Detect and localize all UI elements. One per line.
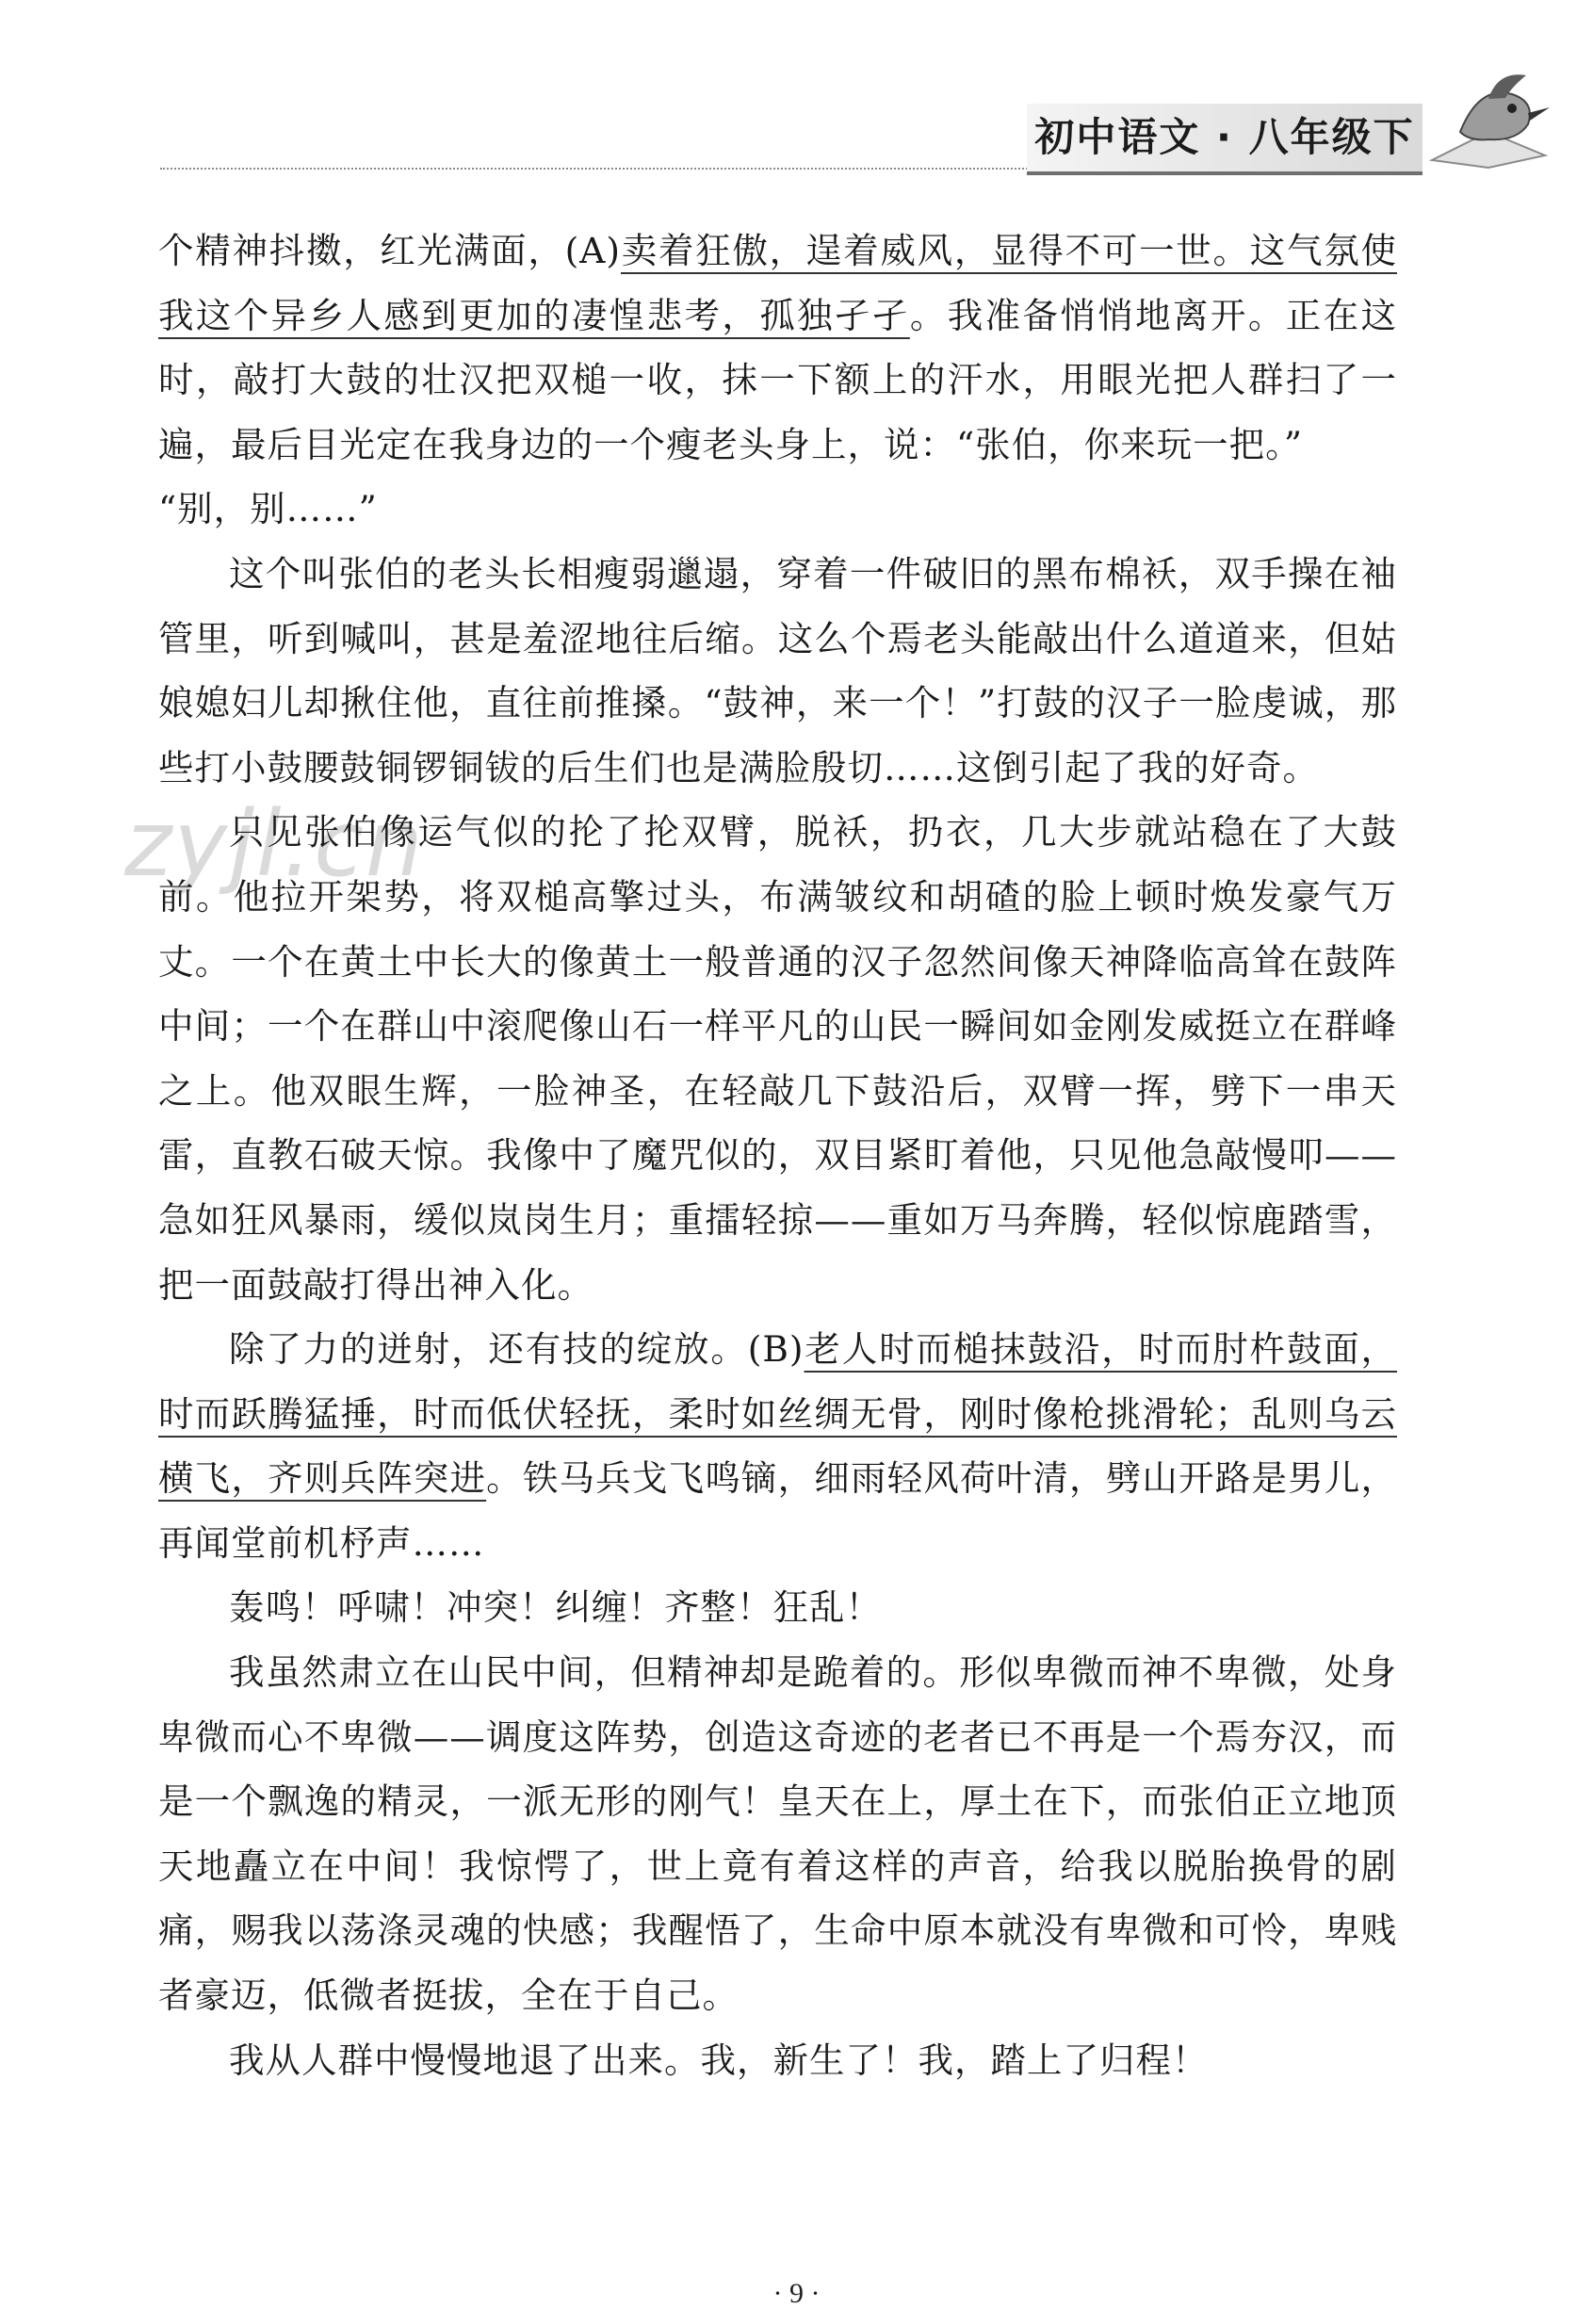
page-number: · 9 · — [772, 2278, 821, 2309]
text-run: 个精神抖擞，红光满面，(A) — [158, 230, 621, 271]
text-run: 轰鸣！呼啸！冲突！纠缠！齐整！狂乱！ — [229, 1586, 882, 1629]
paragraph — [158, 1575, 1397, 1640]
text-run: 。我准备悄悄地离开。正在这时，敲打大鼓的壮汉把双槌一收，抹一下额上的汗水，用眼光把人群扫了一遍，最后目光定在我身边的一个瘦老头身上，说：“张伯，你来玩一把。” — [158, 294, 1397, 465]
text-run: 我虽然肃立在山民中间，但精神却是跪着的。形似卑微而神不卑微，处身卑微而心不卑微——调度这阵势，创造这奇迹的老者已不再是一个焉夯汉，而是一个飘逸的精灵，一派无形的刚气！皇天在上，厚土在下，而张伯正立地顶天地矗立在中间！我惊愕了，世上竟有着这样的声音，给我以脱胎换骨的剧痛，赐我以荡涤灵魂的快感；我醒悟了，生命中原本就没有卑微和可怜，卑贱者豪迈，低微者挺拔，全在于自己。 — [158, 1651, 1397, 2017]
text-run: 除了力的迸射，还有技的绽放。(B) — [229, 1328, 805, 1371]
article-body — [158, 219, 1397, 2092]
text-run: 我从人群中慢慢地退了出来。我，新生了！我，踏上了归程！ — [229, 2039, 1209, 2081]
paragraph — [158, 1317, 1397, 1575]
bird-ornament-icon — [1422, 66, 1554, 170]
paragraph — [158, 2028, 1397, 2093]
text-run: “别，别……” — [158, 488, 378, 530]
text-run: 只见张伯像运气似的抡了抡双臂，脱袄，扔衣，几大步就站稳在了大鼓前。他拉开架势，将双槌高擎过头，布满皱纹和胡碴的脸上顿时焕发豪气万丈。一个在黄土中长大的像黄土一般普通的汉子忽然间像天神降临高耸在鼓阵中间；一个在群山中滚爬像山石一样平凡的山民一瞬间如金刚发威挺立在群峰之上。他双眼生辉，一脸神圣，在轻敲几下鼓沿后，双臂一挥，劈下一串天雷，直教石破天惊。我像中了魔咒似的，双目紧盯着他，只见他急敲慢叩——急如狂风暴雨，缓似岚岗生月；重擂轻掠——重如万马奔腾，轻似惊鹿踏雪，把一面鼓敲打得出神入化。 — [158, 811, 1397, 1306]
paragraph — [158, 477, 1397, 542]
paragraph — [158, 1640, 1397, 2028]
text-run: 这个叫张伯的老头长相瘦弱邋遢，穿着一件破旧的黑布棉袄，双手操在袖管里，听到喊叫，甚是羞涩地往后缩。这么个焉老头能敲出什么道道来，但姑娘媳妇儿却揪住他，直往前推搡。“鼓神，来一个！”打鼓的汉子一脸虔诚，那些打小鼓腰鼓铜锣铜钹的后生们也是满脸殷切……这倒引起了我的好奇。 — [158, 552, 1397, 788]
page-header — [0, 0, 1593, 188]
underlined-passage: 卖着狂傲，逞着威风，显得不可一世。这气氛使我这个异乡人感到更加的凄惶悲考，孤独孑孑 — [158, 230, 1398, 336]
paragraph — [158, 542, 1397, 800]
text-run: 。铁马兵戈飞鸣镝，细雨轻风荷叶清，劈山开路是男儿，再闻堂前机杼声…… — [158, 1457, 1398, 1564]
underlined-passage: 老人时而槌抹鼓沿，时而肘杵鼓面，时而跃腾猛捶，时而低伏轻抚，柔时如丝绸无骨，刚时像枪挑滑轮；乱则乌云横飞，齐则兵阵突进 — [158, 1328, 1398, 1500]
watermark: zyjl.cn — [124, 791, 425, 897]
book-title: 初中语文 · 八年级下 — [1027, 104, 1422, 175]
paragraph — [158, 219, 1397, 477]
paragraph — [158, 800, 1397, 1317]
